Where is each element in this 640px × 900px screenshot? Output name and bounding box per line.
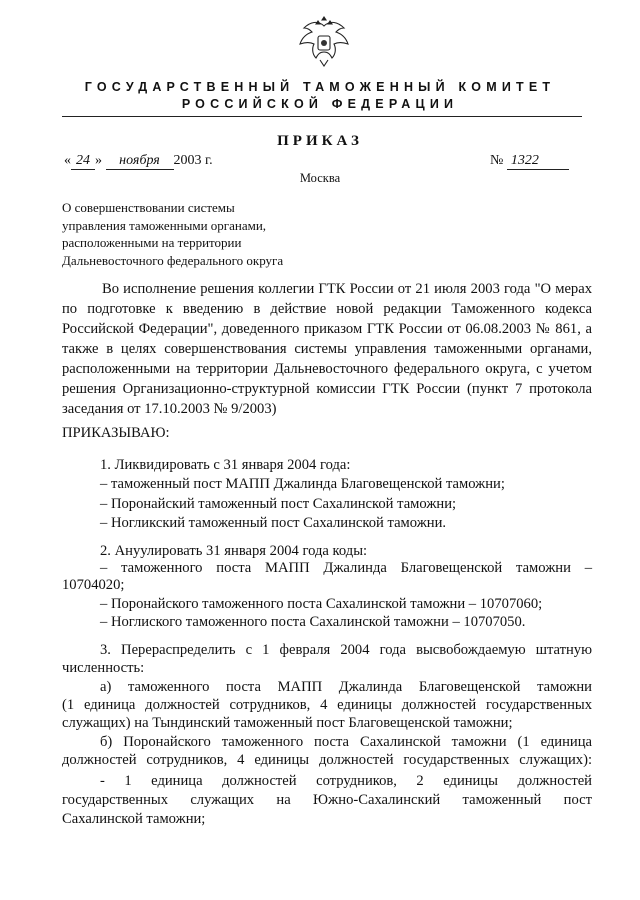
date-day: 24: [71, 153, 95, 170]
organization-name-line1: ГОСУДАРСТВЕННЫЙ ТАМОЖЕННЫЙ КОМИТЕТ: [84, 80, 556, 94]
date-month: ноября: [106, 153, 174, 170]
item2-line: – Ноглиского таможенного поста Сахалинской таможни – 10707050.: [100, 614, 526, 630]
subject-line: расположенными на территории: [62, 235, 242, 250]
item3b-line: б) Поронайского таможенного поста Сахалинской таможни (1 единица: [100, 734, 592, 750]
item2-line-continuation: 10704020;: [62, 577, 125, 593]
document-title: ПРИКАЗ: [277, 133, 363, 149]
state-emblem-icon: [296, 16, 352, 68]
order-subject: [62, 199, 283, 269]
item3b-line: должностей сотрудников, 4 единицы должностей государственных служащих):: [62, 752, 592, 768]
item1-line: – Ногликский таможенный пост Сахалинской таможни.: [100, 515, 447, 531]
item3a-line: (1 единица должностей сотрудников, 4 единицы должностей государственных: [62, 697, 592, 713]
date-close-quote: »: [95, 153, 102, 168]
item3c-line: государственных служащих на Южно-Сахалинский таможенный пост: [62, 792, 592, 808]
number-label: №: [490, 153, 504, 168]
number-value: 1322: [507, 153, 569, 170]
order-directive-word: ПРИКАЗЫВАЮ:: [62, 425, 170, 441]
order-number: [490, 153, 569, 170]
subject-line: О совершенствовании системы: [62, 200, 235, 215]
item3c-line: Сахалинской таможни;: [62, 811, 206, 827]
item3-heading-cont: численность:: [62, 660, 145, 676]
item3-heading: 3. Перераспределить с 1 февраля 2004 года высвобождаемую штатную: [100, 642, 592, 658]
date-year: 2003 г.: [173, 153, 213, 168]
subject-line: управления таможенными органами,: [62, 217, 267, 233]
item1-line: – таможенный пост МАПП Джалинда Благовещенской таможни;: [100, 476, 505, 492]
item2-heading: 2. Ануулировать 31 января 2004 года коды:: [100, 543, 368, 559]
city: Москва: [299, 171, 341, 185]
item1-line: – Поронайский таможенный пост Сахалинской таможни;: [100, 496, 457, 512]
item2-line: – Поронайского таможенного поста Сахалинской таможни – 10707060;: [100, 596, 543, 612]
organization-name-line2: РОССИЙСКОЙ ФЕДЕРАЦИИ: [181, 97, 459, 111]
item3a-line: а) таможенного поста МАПП Джалинда Благовещенской таможни: [100, 679, 592, 695]
subject-line: Дальневосточного федерального округа: [62, 252, 284, 268]
order-date: [64, 153, 213, 170]
header-divider: [62, 116, 582, 117]
item3a-line: служащих) на Тындинский таможенный пост Благовещенской таможни;: [62, 715, 513, 731]
date-open-quote: «: [64, 153, 71, 168]
item1-heading: 1. Ликвидировать с 31 января 2004 года:: [100, 457, 351, 473]
item3c-line: - 1 единица должностей сотрудников, 2 единицы должностей: [100, 773, 592, 789]
preamble-paragraph: Во исполнение решения коллегии ГТК России от 21 июля 2003 года "О мерах по подготовке к введению в действие новой редакции Таможенного кодекса Российской Федерации", доведенного приказом ГТК России от 06.08.2003 № 861, а также в целях совершенствования системы управления таможенными органами, расположенными на территории Дальневосточного федерального округа, с учетом решения Организационно-структурной комиссии ГТК России (пункт 7 протокола заседания от 17.10.2003 № 9/2003): [62, 281, 592, 417]
item2-line: – таможенного поста МАПП Джалинда Благовещенской таможни –: [100, 560, 592, 576]
